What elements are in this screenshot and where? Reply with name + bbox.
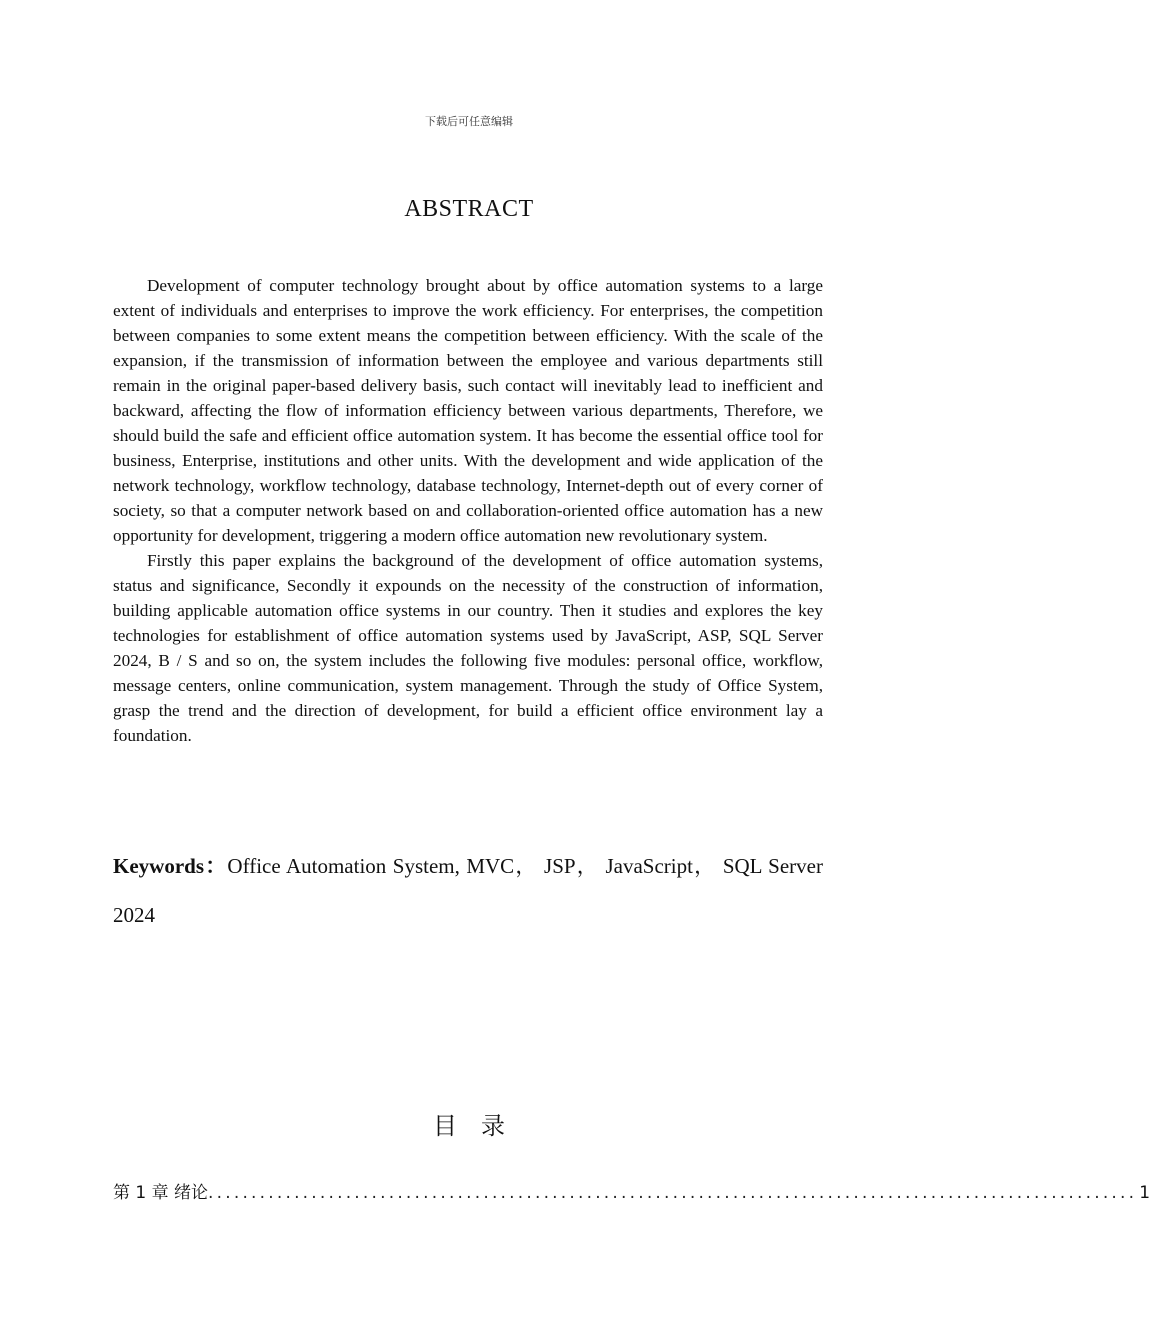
- abstract-title: ABSTRACT: [404, 196, 534, 222]
- toc-title: 目录: [433, 1112, 529, 1140]
- toc-entry-page: 1: [1139, 1183, 1150, 1203]
- keywords: [113, 842, 823, 940]
- toc-leader-dots: ............................................................................................................: [208, 1183, 1138, 1203]
- toc-entry-label: 第 1 章 绪论: [113, 1183, 209, 1203]
- abstract-paragraph: Firstly this paper explains the background of the development of office automation systems, status and significance, Secondly it expounds on the necessity of the construction of information, building applicable automation office systems in our country. Then it studies and explores the key technologies for establishment of office automation systems used by JavaScript, ASP, SQL Server 2024, B / S and so on, the system includes the following five modules: personal office, workflow, message centers, online communication, system management. Through the study of Office System, grasp the trend and the direction of development, for build a efficient office environment lay a foundation.: [113, 551, 823, 745]
- keywords-label: Keywords：: [113, 854, 228, 878]
- toc-entry-chapter-1[interactable]: [113, 1178, 1150, 1203]
- abstract-body: [113, 273, 823, 748]
- keywords-text: Office Automation System, MVC， JSP， JavaScript， SQL Server 2024: [113, 854, 823, 927]
- abstract-paragraph: Development of computer technology brought about by office automation systems to a large extent of individuals and enterprises to improve the work efficiency. For enterprises, the competition between companies to some extent means the competition between efficiency. With the scale of the expansion, if the transmission of information between the employee and various departments still remain in the original paper-based delivery basis, such contact will inevitably lead to inefficient and backward, affecting the flow of information efficiency between various departments, Therefore, we should build the safe and efficient office automation system. It has become the essential office tool for business, Enterprise, institutions and other units. With the development and wide application of the network technology, workflow technology, database technology, Internet-depth out of every corner of society, so that a computer network based on and collaboration-oriented office automation has a new opportunity for development, triggering a modern office automation new revolutionary system.: [113, 276, 823, 545]
- header-note: 下载后可任意编辑: [425, 115, 513, 128]
